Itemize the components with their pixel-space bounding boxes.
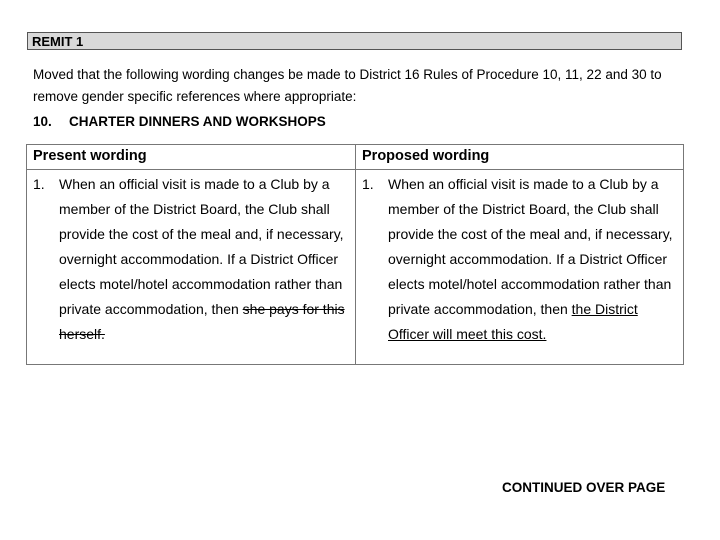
proposed-text: When an official visit is made to a Club by a member of the District Board, the Club shall provide the cost of the meal and, if necessary, overnight accommodation. If a District Officer elects motel/hotel accommodation rather than private accommodation, then	[388, 176, 673, 317]
table-header-row	[27, 145, 684, 170]
wording-comparison-table	[26, 144, 684, 365]
present-text: When an official visit is made to a Club by a member of the District Board, the Club shall provide the cost of the meal and, if necessary, overnight accommodation. If a District Officer elects motel/hotel accommodation rather than private accommodation, then	[59, 176, 344, 317]
item-text	[59, 172, 351, 347]
list-item	[31, 172, 351, 347]
remit-title: REMIT 1	[32, 34, 84, 49]
list-item	[360, 172, 679, 347]
item-text	[388, 172, 679, 347]
struck-text: she pays for this herself.	[59, 301, 345, 342]
remit-header-bar	[27, 32, 682, 50]
table-row	[27, 170, 684, 365]
item-number: 1.	[362, 176, 374, 192]
item-number: 1.	[33, 176, 45, 192]
section-number: 10.	[33, 114, 52, 129]
present-wording-header: Present wording	[27, 145, 356, 170]
proposed-wording-header: Proposed wording	[356, 145, 684, 170]
motion-text: Moved that the following wording changes be made to District 16 Rules of Procedure 10, 11, 22 and 30 to remove gender specific references where appropriate:	[33, 67, 662, 104]
present-wording-cell	[27, 170, 356, 365]
continued-notice: CONTINUED OVER PAGE	[502, 480, 666, 495]
section-title: CHARTER DINNERS AND WORKSHOPS	[69, 114, 326, 129]
proposed-wording-cell	[356, 170, 684, 365]
section-heading	[33, 114, 326, 129]
underlined-text: the District Officer will meet this cost.	[388, 301, 638, 342]
